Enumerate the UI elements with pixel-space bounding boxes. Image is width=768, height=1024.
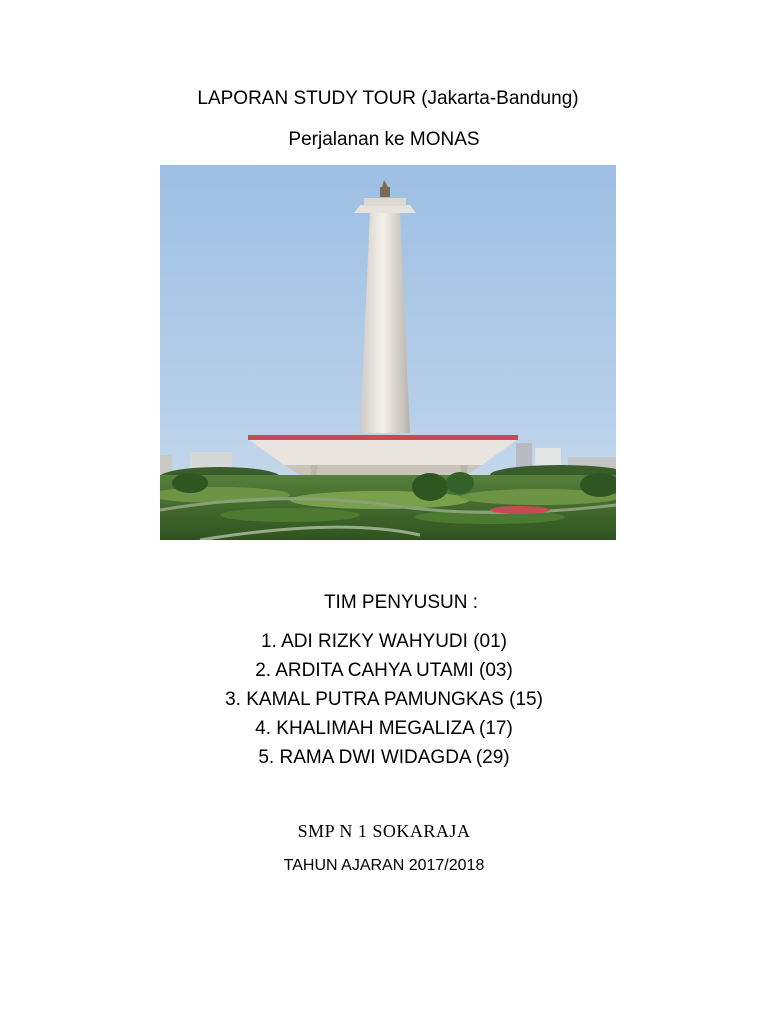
team-heading: TIM PENYUSUN :: [323, 592, 479, 613]
team-member: 3. KAMAL PUTRA PAMUNGKAS (15): [225, 689, 543, 710]
team-member-list: [0, 627, 768, 772]
team-member: 1. ADI RIZKY WAHYUDI (01): [261, 631, 507, 652]
monas-photo: [160, 165, 616, 540]
team-member: 4. KHALIMAH MEGALIZA (17): [255, 718, 513, 739]
team-member: 5. RAMA DWI WIDAGDA (29): [258, 747, 510, 768]
academic-year: TAHUN AJARAN 2017/2018: [283, 857, 485, 874]
team-member: 2. ARDITA CAHYA UTAMI (03): [255, 660, 513, 681]
report-title: LAPORAN STUDY TOUR (Jakarta-Bandung): [197, 88, 579, 109]
report-subtitle: Perjalanan ke MONAS: [288, 129, 480, 150]
school-name: SMP N 1 SOKARAJA: [297, 821, 471, 841]
